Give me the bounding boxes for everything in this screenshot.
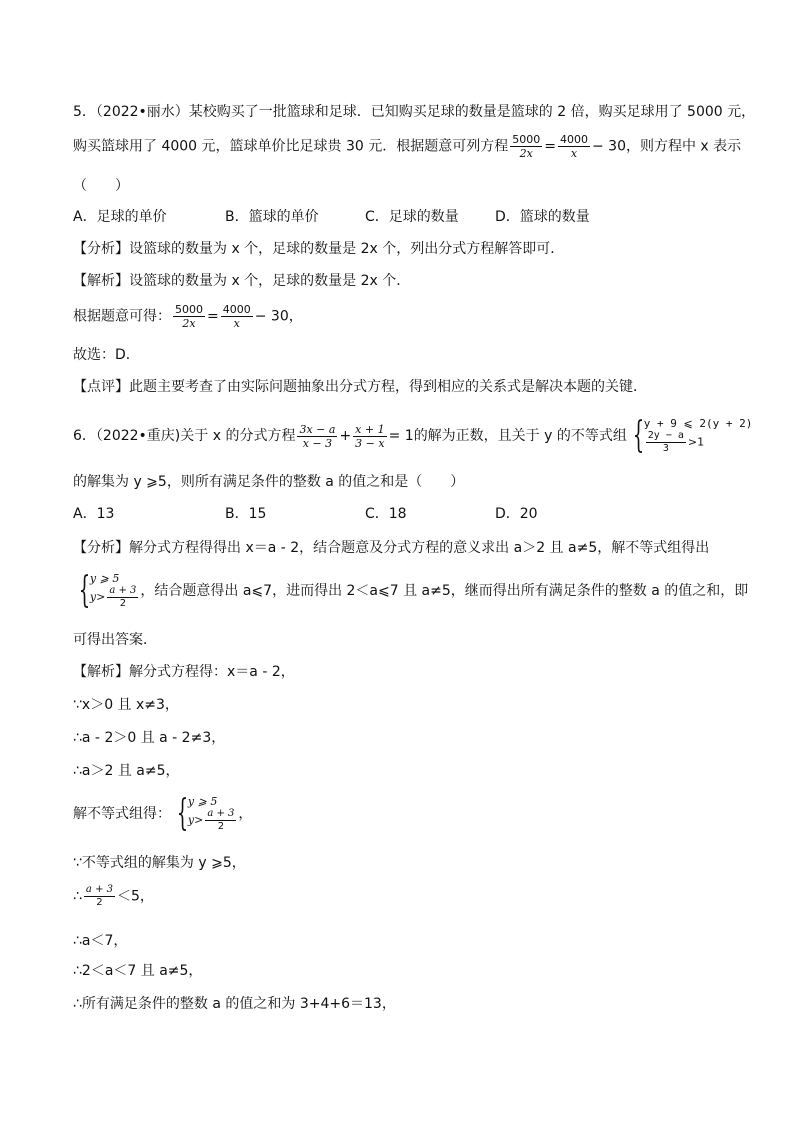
q6-solution-system-row-2-pre: y> (187, 813, 204, 827)
q5-fraction-2-den: x (570, 147, 578, 160)
q5-option-a: A．足球的单价 (73, 209, 167, 225)
q5-sol-fraction-2-den: x (233, 317, 240, 330)
q5-sol-comma: ， (288, 308, 303, 325)
q6-stem-line1 (73, 417, 752, 455)
q6-inequality-row-2 (644, 430, 753, 455)
q6-solution-system-row-2 (188, 808, 239, 833)
q5-stem-text: 购买篮球用了 4000 元，篮球单价比足球贵 30 元．根据题意可列方程 (73, 138, 509, 155)
q6-solution-brace: { (176, 793, 189, 834)
q6-option-c: C．18 (365, 506, 407, 522)
q5-option-b: B．篮球的单价 (225, 209, 319, 225)
q6-solution-5-comma: ， (238, 806, 253, 822)
q6-analysis-line3: 可得出答案． (73, 632, 157, 648)
q6-options (73, 504, 538, 524)
q5-solution-eq-label: 根据题意可得： (73, 308, 171, 325)
q6-solution-3: ∴a - 2＞0 且 a - 2≠3， (73, 730, 226, 746)
q6-fraction-1 (297, 423, 337, 450)
q5-stem-tail: ，则方程中 x 表示 (625, 138, 742, 155)
q5-stem-line1: 5．（2022•丽水）某校购买了一批篮球和足球．已知购买足球的数量是篮球的 2 倍，购买足球用了 5000 元， (73, 104, 756, 120)
q5-sol-eq-tail: − 30 (254, 308, 289, 325)
q5-eq-tail: − 30 (591, 138, 626, 155)
q6-analysis-system-row-2 (90, 585, 141, 610)
q6-fraction-2-num: x + 1 (355, 422, 385, 436)
q6-analysis-system-row-2-pre: y> (89, 590, 106, 604)
q6-inequality-fraction (646, 430, 686, 455)
q6-option-b: B．15 (225, 506, 267, 522)
q6-equals-one: = 1 (388, 428, 414, 444)
q6-system-brace: { (632, 415, 645, 456)
q5-choice: 故选：D． (73, 347, 140, 363)
q6-solution-5 (73, 795, 252, 833)
q6-solution-10: ∴所有满足条件的整数 a 的值之和为 3+4+6＝13， (73, 996, 396, 1012)
q5-fraction-1-den: 2x (519, 147, 533, 160)
q6-analysis-line1: 【分析】解分式方程得得出 x＝a - 2，结合题意及分式方程的意义求出 a＞2 且 a≠5，解不等式组得出 (73, 540, 710, 556)
q6-inequality-fraction-den: 3 (662, 443, 669, 454)
q6-fraction-1-den: x − 3 (302, 436, 333, 450)
q5-equals: = (544, 138, 556, 155)
q5-analysis: 【分析】设篮球的数量为 x 个，足球的数量是 2x 个，列出分式方程解答即可． (73, 241, 565, 257)
q5-sol-equals: = (207, 308, 219, 325)
q6-solution-7-fraction (84, 884, 115, 909)
q6-analysis-system-fraction (107, 585, 138, 610)
q6-solution-7-fraction-num: a + 3 (85, 884, 113, 895)
q6-solution-system-row-1: y ⩾ 5 (187, 795, 218, 808)
q6-inequality-tail: >1 (687, 435, 705, 449)
q6-option-d: D．20 (495, 506, 538, 522)
q5-comment: 【点评】此题主要考查了由实际问题抽象出分式方程，得到相应的关系式是解决本题的关键． (73, 379, 647, 395)
q6-analysis-line2 (73, 572, 748, 610)
q6-analysis-system-row-1: y ⩾ 5 (89, 572, 120, 585)
q5-sol-fraction-2-num: 4000 (222, 303, 251, 316)
q6-solution-7-fraction-den: 2 (96, 897, 103, 908)
q6-solution-system-fraction (205, 808, 236, 833)
q5-fraction-2 (558, 133, 590, 160)
q6-option-a: A．13 (73, 506, 115, 522)
q6-fraction-2 (353, 423, 386, 450)
q6-inequality-system (644, 417, 753, 455)
q6-solution-7 (73, 884, 154, 909)
q6-inequality-fraction-num: 2y − a (647, 430, 684, 441)
q6-solution-system-fraction-num: a + 3 (207, 808, 235, 819)
q5-sol-fraction-1-den: 2x (182, 317, 196, 330)
q6-fraction-1-num: 3x − a (299, 422, 336, 436)
q6-solution-6: ∵不等式组的解集为 y ⩾5， (73, 855, 246, 871)
q6-solution-2: ∵x＞0 且 x≠3， (73, 697, 179, 713)
q6-inequality-row-1: y + 9 ⩽ 2(y + 2) (643, 417, 753, 430)
q6-solution-5-label: 解不等式组得： (73, 806, 171, 822)
q5-fraction-1 (510, 133, 542, 160)
q6-solution-7-tail: ＜5， (116, 888, 154, 905)
q6-analysis-system-fraction-den: 2 (119, 598, 127, 609)
q5-sol-fraction-2 (221, 303, 253, 330)
q5-option-d: D．篮球的数量 (495, 209, 590, 225)
q5-sol-fraction-1 (173, 303, 205, 330)
q6-stem-text: 6．（2022•重庆)关于 x 的分式方程 (73, 428, 296, 444)
q5-solution: 【解析】设篮球的数量为 x 个，足球的数量是 2x 个． (73, 273, 411, 289)
q6-solution-9: ∴2＜a＜7 且 a≠5， (73, 963, 203, 979)
q6-solution-8: ∴a＜7， (73, 933, 128, 949)
q6-analysis-system (90, 572, 141, 610)
q5-stem-line2 (73, 133, 741, 160)
q5-sol-fraction-1-num: 5000 (175, 303, 203, 316)
q6-solution-7-therefore: ∴ (73, 888, 82, 905)
q6-solution-system-fraction-den: 2 (217, 821, 225, 832)
q6-solution-system (188, 795, 239, 833)
q6-stem-mid: 的解为正数，且关于 y 的不等式组 (413, 428, 627, 444)
q6-analysis-system-fraction-num: a + 3 (109, 585, 137, 596)
q5-solution-equation (73, 303, 303, 330)
q6-fraction-2-den: 3 − x (355, 436, 385, 450)
q5-options (73, 207, 590, 227)
q6-solution-4: ∴a＞2 且 a≠5， (73, 763, 180, 779)
q6-plus: + (339, 428, 352, 444)
q5-option-c: C．足球的数量 (365, 209, 459, 225)
q6-analysis-line2-text: ，结合题意得出 a⩽7，进而得出 2＜a⩽7 且 a≠5，继而得出所有满足条件的整数 a 的值之和，即 (140, 583, 749, 599)
q5-fraction-1-num: 5000 (512, 133, 541, 146)
q6-stem-line2: 的解集为 y ⩾5，则所有满足条件的整数 a 的值之和是（ ） (73, 474, 465, 490)
q5-fraction-2-num: 4000 (559, 133, 588, 146)
q5-answer-paren: （ ） (73, 178, 129, 194)
q6-solution-1: 【解析】解分式方程得：x＝a - 2， (73, 664, 295, 680)
q6-analysis-brace: { (78, 570, 91, 611)
